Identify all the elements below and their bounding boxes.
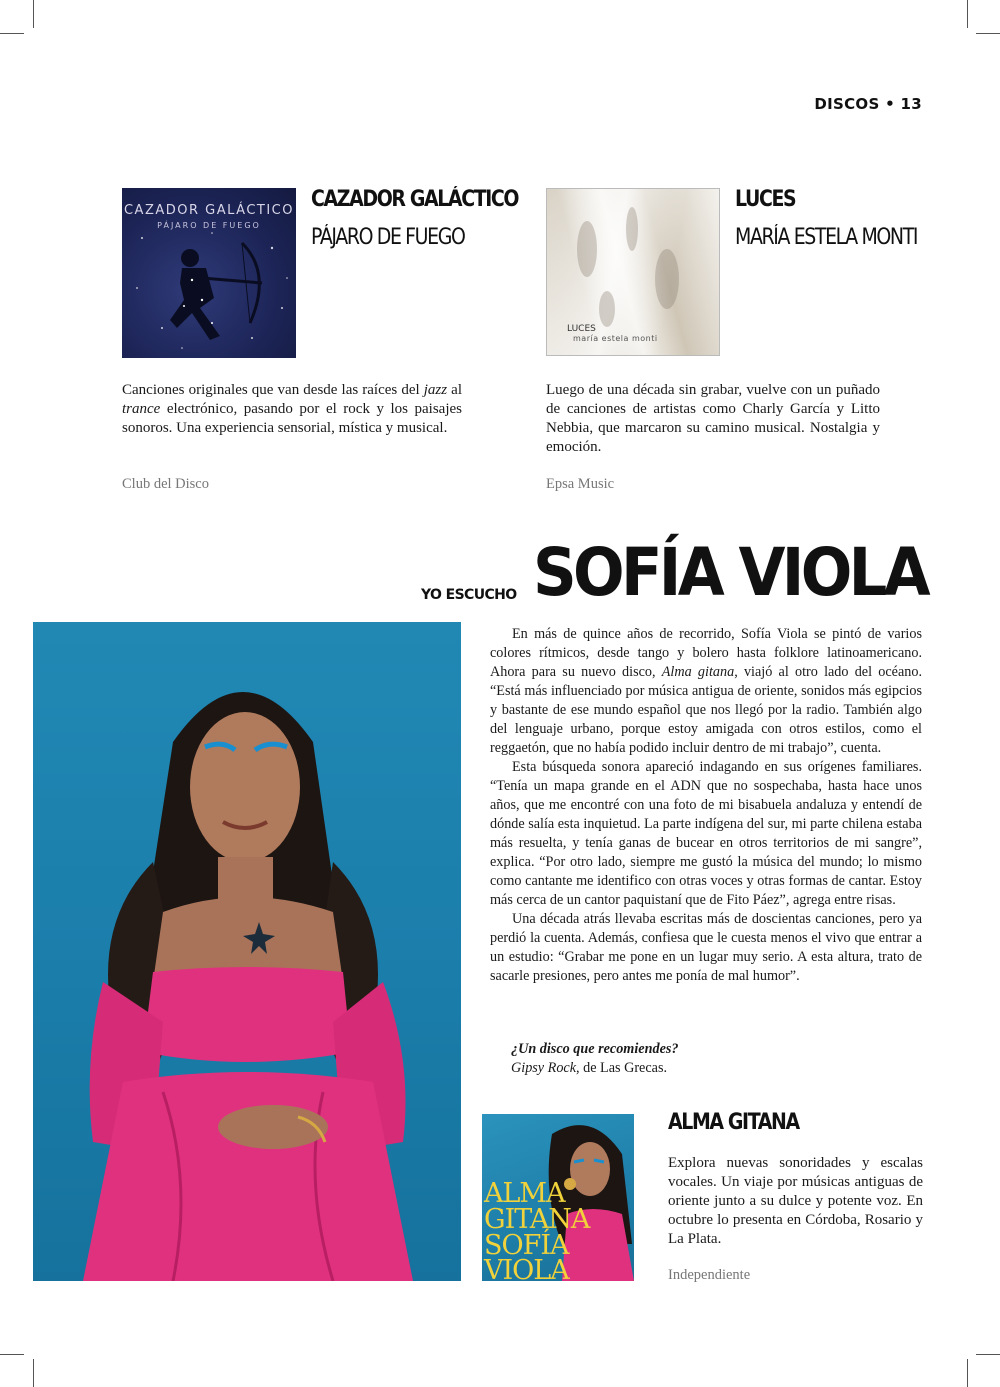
portrait-illustration: [33, 622, 461, 1281]
record-label-epsa-music: Epsa Music: [546, 476, 615, 492]
svg-text:SOFÍA: SOFÍA: [484, 1230, 569, 1261]
svg-text:LUCES: LUCES: [567, 324, 596, 334]
cazador-cover-art: [122, 188, 296, 358]
alma-gitana-cover-art: [482, 1114, 634, 1281]
svg-text:PÁJARO DE FUEGO: PÁJARO DE FUEGO: [157, 221, 261, 230]
album-title-cazador: CAZADOR GALÁCTICO: [311, 187, 519, 212]
article-paragraph: Esta búsqueda sonora apareció indagando en sus orígenes familiares. “Tenía un mapa grande en el ADN que no sospechaba, hasta hace unos años, que me encontré con una foto de mi bisabuela andaluza y entendí de dónde salía esta inquietud. La parte indígena del sur, mi parte chilena estaba más resuelta, y tenía ganas de bucear en otros territorios de mi sangre”, explica. “Por otro lado, siempre me gustó la música del mundo; lo mismo como cantante me identifico con otras voces y otras formas de cantar. Estoy más cerca de un cantor paquistaní que de Fito Páez”, agrega entre risas.: [490, 759, 922, 908]
record-label-club-del-disco: Club del Disco: [122, 476, 209, 492]
crop-mark: [33, 0, 34, 28]
portrait-photo: [33, 622, 461, 1281]
album-title-luces: LUCES: [735, 187, 796, 212]
svg-text:maría estela monti: maría estela monti: [573, 334, 658, 343]
crop-mark: [967, 1359, 968, 1387]
recommendation-qa: [511, 1040, 678, 1078]
svg-text:GITANA: GITANA: [484, 1204, 590, 1235]
luces-cover-art: [547, 189, 719, 355]
feature-article: [490, 625, 922, 986]
album-cover-alma-gitana: [482, 1114, 634, 1281]
crop-mark: [976, 33, 1000, 34]
feature-headline: SOFÍA VIOLA: [533, 534, 927, 611]
section-page-label: DISCOS • 13: [814, 95, 922, 113]
svg-text:VIOLA: VIOLA: [484, 1255, 569, 1281]
crop-mark: [967, 0, 968, 28]
recommendation-question: ¿Un disco que recomiendes?: [511, 1041, 679, 1057]
album-review-alma-gitana: Explora nuevas sonoridades y escalas vocales. Un viaje por músicas antiguas de oriente junto a su dulce y potente voz. En octubre lo presenta en Córdoba, Rosario y La Plata.: [668, 1155, 923, 1247]
crop-mark: [976, 1354, 1000, 1355]
section-kicker: YO ESCUCHO: [421, 587, 517, 603]
article-paragraph: En más de quince años de recorrido, Sofía Viola se pintó de varios colores rítmicos, desde tango y bolero hasta folklore latinoamericano. Ahora para su nuevo disco, Alma gitana, viajó al otro lado del océano. “Está más influenciado por música antigua de oriente, sonidos más egipcios y bastante de ese mundo español que nos llegó por la radio. También algo del lenguaje urbano, porque estoy amigada con otros estilos, como el reggaetón, que no había podido incluir dentro de mi trabajo”, cuenta.: [490, 626, 922, 756]
album-title-alma-gitana: ALMA GITANA: [668, 1110, 799, 1135]
album-artist-maria-estela-monti: MARÍA ESTELA MONTI: [735, 225, 918, 250]
album-cover-cazador-galactico: [122, 188, 296, 358]
album-artist-pajaro: PÁJARO DE FUEGO: [311, 225, 465, 250]
album-review-luces: Luego de una década sin grabar, vuelve con un puñado de canciones de artistas como Charly García y Litto Nebbia, que marcaron su camino musical. Nostalgia y emoción.: [546, 382, 880, 455]
article-paragraph: Una década atrás llevaba escritas más de doscientas canciones, pero ya perdió la cuenta. Además, confiesa que le cuesta menos el vivo que entrar a un estudio: “Grabar me pone en un lugar muy serio. A esta altura, trato de sacarle presiones, pero antes me ponía de mal humor”.: [490, 911, 922, 984]
crop-mark: [0, 1354, 24, 1355]
svg-text:CAZADOR GALÁCTICO: CAZADOR GALÁCTICO: [123, 203, 295, 218]
record-label-independiente: Independiente: [668, 1267, 751, 1283]
recommendation-answer: Gipsy Rock, de Las Grecas.: [511, 1060, 668, 1076]
crop-mark: [33, 1359, 34, 1387]
svg-text:ALMA: ALMA: [484, 1178, 565, 1209]
album-review-cazador: Canciones originales que van desde las raíces del jazz al trance electrónico, pasando por el rock y los paisajes sonoros. Una experiencia sensorial, mística y musical.: [122, 382, 463, 436]
crop-mark: [0, 33, 24, 34]
album-cover-luces: [546, 188, 720, 356]
